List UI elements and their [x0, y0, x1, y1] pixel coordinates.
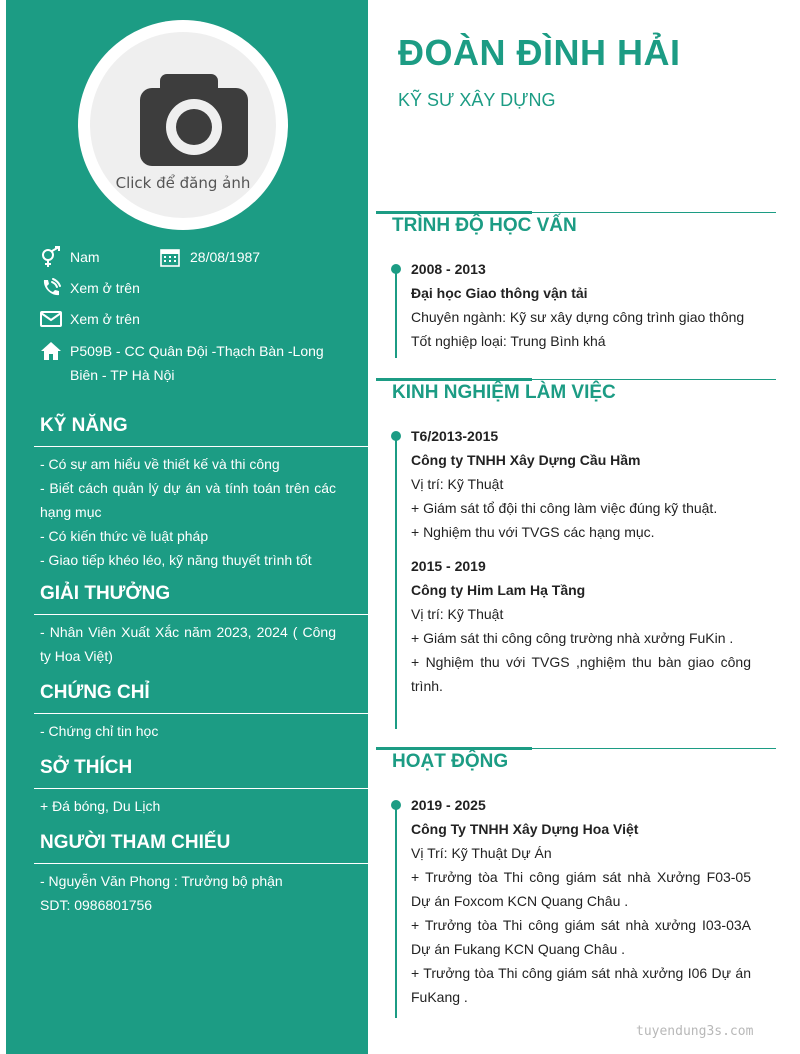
experience-timeline — [395, 433, 397, 729]
education-heading: TRÌNH ĐỘ HỌC VẤN — [392, 215, 577, 236]
calendar-icon — [160, 245, 190, 269]
activities-divider-accent — [376, 747, 532, 750]
timeline-dot — [391, 800, 401, 810]
references-heading: NGƯỜI THAM CHIẾU — [40, 832, 231, 853]
activities-heading: HOẠT ĐỘNG — [392, 751, 509, 772]
camera-icon — [140, 72, 248, 166]
avatar-placeholder[interactable] — [90, 32, 276, 218]
education-timeline — [395, 266, 397, 358]
gender-value: Nam — [70, 249, 100, 265]
awards-heading: GIẢI THƯỞNG — [40, 583, 171, 604]
hobby-item: + Đá bóng, Du Lịch — [40, 798, 161, 814]
experience-heading: KINH NGHIỆM LÀM VIỆC — [392, 382, 616, 403]
reference-item: SDT: 0986801756 — [40, 897, 153, 913]
entry-organization: Công ty TNHH Xây Dựng Cầu Hầm — [411, 452, 641, 468]
entry-organization: Công Ty TNHH Xây Dựng Hoa Việt — [411, 821, 639, 837]
address-value: P509B - CC Quân Đội -Thạch Bàn -Long Biên - TP Hà Nội — [70, 343, 324, 383]
hobbies-divider — [34, 788, 368, 789]
entry-line: Vị Trí: Kỹ Thuật Dự Án — [411, 845, 552, 861]
entry-organization: Công ty Him Lam Hạ Tầng — [411, 582, 586, 598]
activities-timeline — [395, 802, 397, 1018]
gender-row — [40, 245, 160, 269]
activities-entry — [411, 793, 751, 1009]
award-item: - Nhân Viên Xuất Xắc năm 2023, 2024 ( Công ty Hoa Việt) — [40, 624, 336, 664]
email-icon — [40, 307, 70, 331]
education-divider-accent — [376, 211, 532, 214]
address-row — [40, 339, 355, 387]
entry-line: Vị trí: Kỹ Thuật — [411, 606, 504, 622]
entry-period: 2008 - 2013 — [411, 261, 486, 277]
entry-line: + Nghiệm thu với TVGS các hạng mục. — [411, 524, 655, 540]
job-title: KỸ SƯ XÂY DỰNG — [398, 90, 556, 110]
gender-icon — [40, 245, 70, 269]
experience-entry — [411, 424, 751, 544]
skill-item: - Có kiến thức về luật pháp — [40, 528, 209, 544]
phone-icon — [40, 276, 70, 300]
entry-organization: Đại học Giao thông vận tải — [411, 285, 588, 301]
experience-divider-accent — [376, 378, 532, 381]
entry-period: 2019 - 2025 — [411, 797, 486, 813]
email-value: Xem ở trên — [70, 311, 140, 327]
watermark: tuyendung3s.com — [636, 1024, 754, 1039]
entry-line: + Trưởng tòa Thi công giám sát nhà xưởng I06 Dự án FuKang . — [411, 965, 751, 1005]
sidebar — [6, 0, 368, 1054]
experience-entry — [411, 554, 751, 698]
certificates-heading: CHỨNG CHỈ — [40, 682, 150, 703]
references-list — [40, 869, 336, 917]
awards-divider — [34, 614, 368, 615]
entry-period: 2015 - 2019 — [411, 558, 486, 574]
reference-item: - Nguyễn Văn Phong : Trưởng bộ phận — [40, 873, 283, 889]
entry-line: Tốt nghiệp loại: Trung Bình khá — [411, 333, 606, 349]
timeline-dot — [391, 431, 401, 441]
birthdate-row — [160, 245, 310, 269]
entry-line: + Trưởng tòa Thi công giám sát nhà xưởng I03-03A Dự án Fukang KCN Quang Châu . — [411, 917, 751, 957]
entry-line: + Nghiệm thu với TVGS ,nghiệm thu bàn giao công trình. — [411, 654, 751, 694]
phone-value: Xem ở trên — [70, 280, 140, 296]
certificates-divider — [34, 713, 368, 714]
references-divider — [34, 863, 368, 864]
phone-row — [40, 276, 355, 300]
skills-list — [40, 452, 336, 572]
skill-item: - Biết cách quản lý dự án và tính toán trên các hạng mục — [40, 480, 336, 520]
skills-heading: KỸ NĂNG — [40, 415, 128, 436]
certificates-list — [40, 719, 336, 743]
entry-line: + Giám sát thi công công trường nhà xưởng FuKin . — [411, 630, 734, 646]
certificate-item: - Chứng chỉ tin học — [40, 723, 159, 739]
entry-period: T6/2013-2015 — [411, 428, 499, 444]
hobbies-heading: SỞ THÍCH — [40, 757, 133, 778]
skill-item: - Có sự am hiểu về thiết kế và thi công — [40, 456, 280, 472]
avatar-frame[interactable] — [78, 20, 288, 230]
timeline-dot — [391, 264, 401, 274]
candidate-name: ĐOÀN ĐÌNH HẢI — [398, 32, 681, 73]
skills-divider — [34, 446, 368, 447]
awards-list — [40, 620, 336, 668]
skill-item: - Giao tiếp khéo léo, kỹ năng thuyết trình tốt — [40, 552, 312, 568]
education-entry — [411, 257, 751, 353]
birthdate-value: 28/08/1987 — [190, 249, 261, 265]
upload-photo-caption[interactable]: Click để đăng ảnh — [115, 174, 251, 192]
entry-line: Chuyên ngành: Kỹ sư xây dựng công trình giao thông — [411, 309, 745, 325]
hobbies-list — [40, 794, 336, 818]
home-icon — [40, 339, 70, 363]
entry-line: + Giám sát tổ đội thi công làm việc đúng kỹ thuật. — [411, 500, 718, 516]
entry-line: + Trưởng tòa Thi công giám sát nhà Xưởng F03-05 Dự án Foxcom KCN Quang Châu . — [411, 869, 751, 909]
email-row — [40, 307, 355, 331]
entry-line: Vị trí: Kỹ Thuật — [411, 476, 504, 492]
